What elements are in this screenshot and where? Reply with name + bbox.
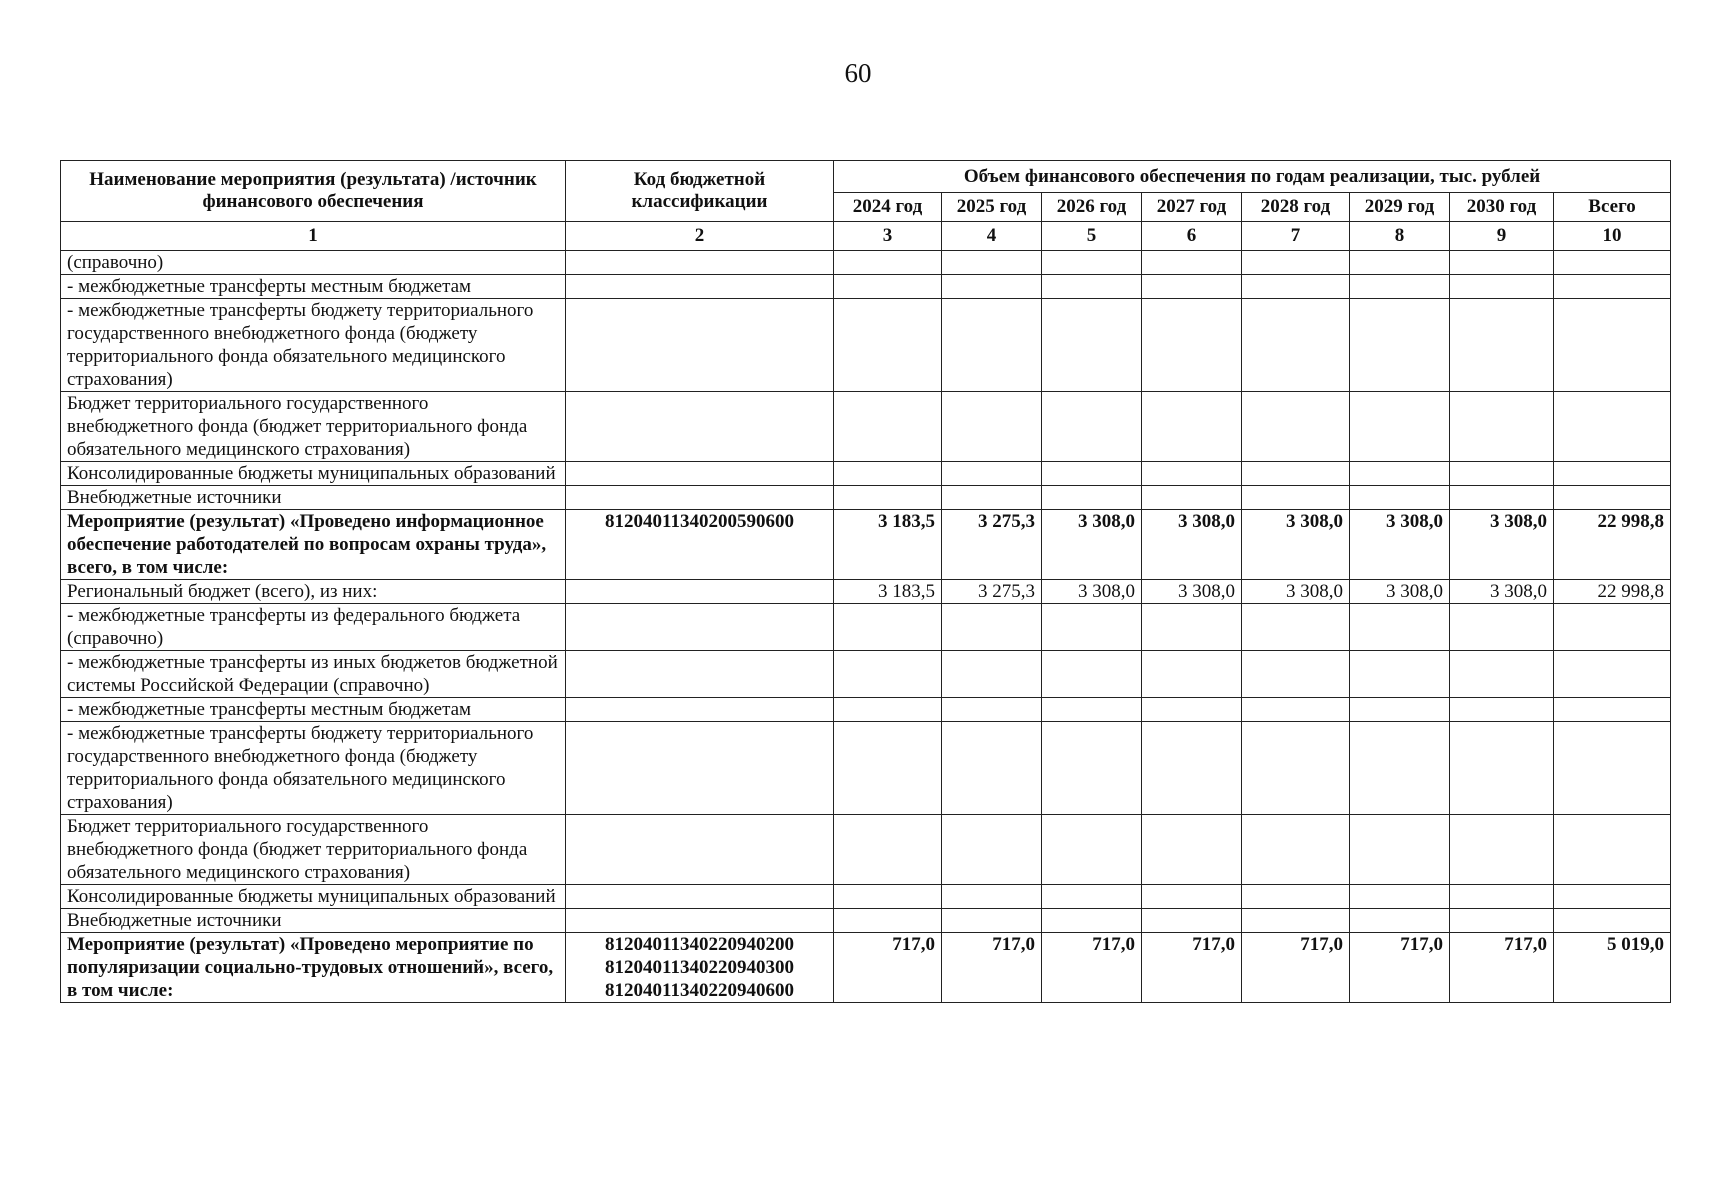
header-code: Код бюджетной классификации [566, 161, 834, 222]
row-value [1242, 909, 1350, 933]
row-value [942, 392, 1042, 462]
row-value [942, 885, 1042, 909]
row-code [566, 885, 834, 909]
row-value [1042, 299, 1142, 392]
row-value [1450, 909, 1554, 933]
row-value [834, 392, 942, 462]
row-value [1554, 251, 1671, 275]
row-value [942, 722, 1042, 815]
financing-table [60, 160, 1671, 1003]
row-value [1142, 462, 1242, 486]
row-name: (справочно) [61, 251, 566, 275]
budget-code: 81204011340220940300 [605, 957, 794, 978]
row-value: 22 998,8 [1554, 580, 1671, 604]
row-value [1554, 651, 1671, 698]
row-value [942, 909, 1042, 933]
header-column-number: 2 [566, 222, 834, 251]
row-value [1242, 462, 1350, 486]
row-value [1450, 275, 1554, 299]
row-name: Бюджет территориального государственного внебюджетного фонда (бюджет территориального фонда обязательного медицинского страхования) [61, 815, 566, 885]
row-value [834, 722, 942, 815]
budget-code: 81204011340220940600 [605, 980, 794, 1001]
row-value [1450, 651, 1554, 698]
row-value: 3 183,5 [834, 580, 942, 604]
table-row [61, 698, 1671, 722]
row-value [1242, 486, 1350, 510]
row-value: 717,0 [834, 933, 942, 1003]
row-value: 3 308,0 [1042, 580, 1142, 604]
row-name: Региональный бюджет (всего), из них: [61, 580, 566, 604]
row-code [566, 933, 834, 1003]
row-code [566, 299, 834, 392]
row-value [1350, 251, 1450, 275]
row-code [566, 698, 834, 722]
row-value [1042, 698, 1142, 722]
row-value: 3 275,3 [942, 510, 1042, 580]
row-value: 717,0 [1042, 933, 1142, 1003]
row-value [1350, 462, 1450, 486]
row-value [834, 651, 942, 698]
row-value [1450, 815, 1554, 885]
row-code [566, 462, 834, 486]
budget-code: 81204011340220940200 [605, 934, 794, 955]
row-name: Мероприятие (результат) «Проведено информационное обеспечение работодателей по вопросам охраны труда», всего, в том числе: [61, 510, 566, 580]
row-value: 22 998,8 [1554, 510, 1671, 580]
row-value [834, 486, 942, 510]
row-value [1142, 392, 1242, 462]
row-value: 5 019,0 [1554, 933, 1671, 1003]
row-name: Бюджет территориального государственного внебюджетного фонда (бюджет территориального фонда обязательного медицинского страхования) [61, 392, 566, 462]
row-value [1142, 486, 1242, 510]
row-value [942, 604, 1042, 651]
row-value [1242, 722, 1350, 815]
header-year: 2030 год [1450, 193, 1554, 222]
row-value [1042, 462, 1142, 486]
row-name: - межбюджетные трансферты местным бюджетам [61, 698, 566, 722]
row-value [1242, 251, 1350, 275]
row-value [1350, 815, 1450, 885]
table-row [61, 651, 1671, 698]
row-value [1142, 698, 1242, 722]
row-value [1042, 392, 1142, 462]
row-name: Мероприятие (результат) «Проведено мероприятие по популяризации социально-трудовых отношений», всего, в том числе: [61, 933, 566, 1003]
header-year: 2028 год [1242, 193, 1350, 222]
row-value [1042, 815, 1142, 885]
row-value [1142, 722, 1242, 815]
row-value [942, 698, 1042, 722]
table-row [61, 486, 1671, 510]
table-row [61, 510, 1671, 580]
row-value [1554, 885, 1671, 909]
row-value [1350, 698, 1450, 722]
row-code [566, 815, 834, 885]
header-name: Наименование мероприятия (результата) /источник финансового обеспечения [61, 161, 566, 222]
row-value [1142, 815, 1242, 885]
row-value [834, 815, 942, 885]
row-code [566, 392, 834, 462]
row-value [942, 462, 1042, 486]
header-column-number: 4 [942, 222, 1042, 251]
row-name: - межбюджетные трансферты местным бюджетам [61, 275, 566, 299]
row-value: 3 308,0 [1142, 510, 1242, 580]
row-value [942, 251, 1042, 275]
row-value [1142, 251, 1242, 275]
row-code [566, 251, 834, 275]
table-row [61, 815, 1671, 885]
row-value [1554, 275, 1671, 299]
row-name: - межбюджетные трансферты бюджету территориального государственного внебюджетного фонда (бюджету территориального фонда обязательного медицинского страхования) [61, 722, 566, 815]
row-value: 3 308,0 [1042, 510, 1142, 580]
row-value: 3 308,0 [1242, 580, 1350, 604]
table-row [61, 462, 1671, 486]
table-row [61, 580, 1671, 604]
row-value [1554, 462, 1671, 486]
row-value: 717,0 [1142, 933, 1242, 1003]
header-year: 2026 год [1042, 193, 1142, 222]
row-value [1554, 815, 1671, 885]
row-value [1242, 392, 1350, 462]
header-year: Всего [1554, 193, 1671, 222]
row-value: 3 183,5 [834, 510, 942, 580]
row-name: - межбюджетные трансферты из иных бюджетов бюджетной системы Российской Федерации (справочно) [61, 651, 566, 698]
row-value [1242, 885, 1350, 909]
row-value [1350, 299, 1450, 392]
row-value [1142, 651, 1242, 698]
row-value [1242, 299, 1350, 392]
row-name: Внебюджетные источники [61, 909, 566, 933]
table-body [61, 251, 1671, 1003]
row-value [834, 604, 942, 651]
row-value [1450, 698, 1554, 722]
header-column-number: 5 [1042, 222, 1142, 251]
header-column-number: 3 [834, 222, 942, 251]
row-value [1042, 722, 1142, 815]
row-code [566, 275, 834, 299]
header-year: 2029 год [1350, 193, 1450, 222]
row-value [1554, 299, 1671, 392]
page-number: 60 [844, 58, 872, 88]
row-value [1350, 722, 1450, 815]
row-value [1350, 651, 1450, 698]
row-value [1242, 815, 1350, 885]
row-value [1554, 722, 1671, 815]
row-value [834, 251, 942, 275]
row-value [1350, 909, 1450, 933]
header-column-number: 7 [1242, 222, 1350, 251]
row-name: Консолидированные бюджеты муниципальных образований [61, 885, 566, 909]
row-code [566, 510, 834, 580]
row-code [566, 580, 834, 604]
row-value: 3 308,0 [1350, 580, 1450, 604]
row-code [566, 909, 834, 933]
table-row [61, 885, 1671, 909]
header-year: 2024 год [834, 193, 942, 222]
row-code [566, 722, 834, 815]
header-year: 2025 год [942, 193, 1042, 222]
row-value [1142, 275, 1242, 299]
header-column-numbers-row [61, 222, 1671, 251]
row-value [1450, 486, 1554, 510]
row-value [834, 462, 942, 486]
row-value [1042, 486, 1142, 510]
row-value [1242, 651, 1350, 698]
row-name: Консолидированные бюджеты муниципальных образований [61, 462, 566, 486]
row-name: - межбюджетные трансферты бюджету территориального государственного внебюджетного фонда (бюджету территориального фонда обязательного медицинского страхования) [61, 299, 566, 392]
row-value [1450, 604, 1554, 651]
row-value [1350, 604, 1450, 651]
row-value [942, 486, 1042, 510]
table-row [61, 392, 1671, 462]
row-value [1350, 885, 1450, 909]
row-value [1350, 486, 1450, 510]
row-value [834, 885, 942, 909]
table-row [61, 604, 1671, 651]
row-value [1242, 604, 1350, 651]
row-value: 3 308,0 [1142, 580, 1242, 604]
row-code [566, 486, 834, 510]
row-value [1042, 885, 1142, 909]
row-value: 717,0 [1350, 933, 1450, 1003]
row-value: 3 275,3 [942, 580, 1042, 604]
table-row [61, 299, 1671, 392]
row-value: 717,0 [1242, 933, 1350, 1003]
row-code [566, 604, 834, 651]
table-row [61, 251, 1671, 275]
row-value: 3 308,0 [1350, 510, 1450, 580]
row-value [834, 275, 942, 299]
row-value [1554, 486, 1671, 510]
row-value [834, 698, 942, 722]
header-column-number: 8 [1350, 222, 1450, 251]
row-value [1450, 299, 1554, 392]
row-value: 717,0 [942, 933, 1042, 1003]
row-value [942, 815, 1042, 885]
row-value [1142, 604, 1242, 651]
row-value [1350, 392, 1450, 462]
row-value [1042, 251, 1142, 275]
row-value [942, 275, 1042, 299]
row-value [1042, 275, 1142, 299]
header-volume: Объем финансового обеспечения по годам реализации, тыс. рублей [834, 161, 1671, 193]
row-value [1350, 275, 1450, 299]
header-column-number: 9 [1450, 222, 1554, 251]
header-column-number: 6 [1142, 222, 1242, 251]
header-column-number: 10 [1554, 222, 1671, 251]
row-value [1142, 885, 1242, 909]
row-value [1142, 299, 1242, 392]
table-row [61, 275, 1671, 299]
header-column-number: 1 [61, 222, 566, 251]
row-name: Внебюджетные источники [61, 486, 566, 510]
row-value [834, 909, 942, 933]
table-row [61, 933, 1671, 1003]
row-value [1042, 651, 1142, 698]
row-name: - межбюджетные трансферты из федерального бюджета (справочно) [61, 604, 566, 651]
row-value [1450, 392, 1554, 462]
table-header [61, 161, 1671, 251]
row-value: 3 308,0 [1450, 510, 1554, 580]
row-value: 3 308,0 [1242, 510, 1350, 580]
row-value [1450, 885, 1554, 909]
row-value [1554, 392, 1671, 462]
row-value [1450, 462, 1554, 486]
row-value [1242, 698, 1350, 722]
row-code [566, 651, 834, 698]
header-year: 2027 год [1142, 193, 1242, 222]
row-value [1554, 909, 1671, 933]
row-value [1450, 722, 1554, 815]
row-value [1450, 251, 1554, 275]
row-value [834, 299, 942, 392]
row-value [1042, 909, 1142, 933]
row-value [1554, 698, 1671, 722]
table-row [61, 909, 1671, 933]
row-value: 717,0 [1450, 933, 1554, 1003]
table-row [61, 722, 1671, 815]
row-value [1042, 604, 1142, 651]
row-value: 3 308,0 [1450, 580, 1554, 604]
row-value [1554, 604, 1671, 651]
row-value [942, 651, 1042, 698]
budget-code: 81204011340200590600 [605, 511, 794, 532]
row-value [942, 299, 1042, 392]
row-value [1142, 909, 1242, 933]
row-value [1242, 275, 1350, 299]
